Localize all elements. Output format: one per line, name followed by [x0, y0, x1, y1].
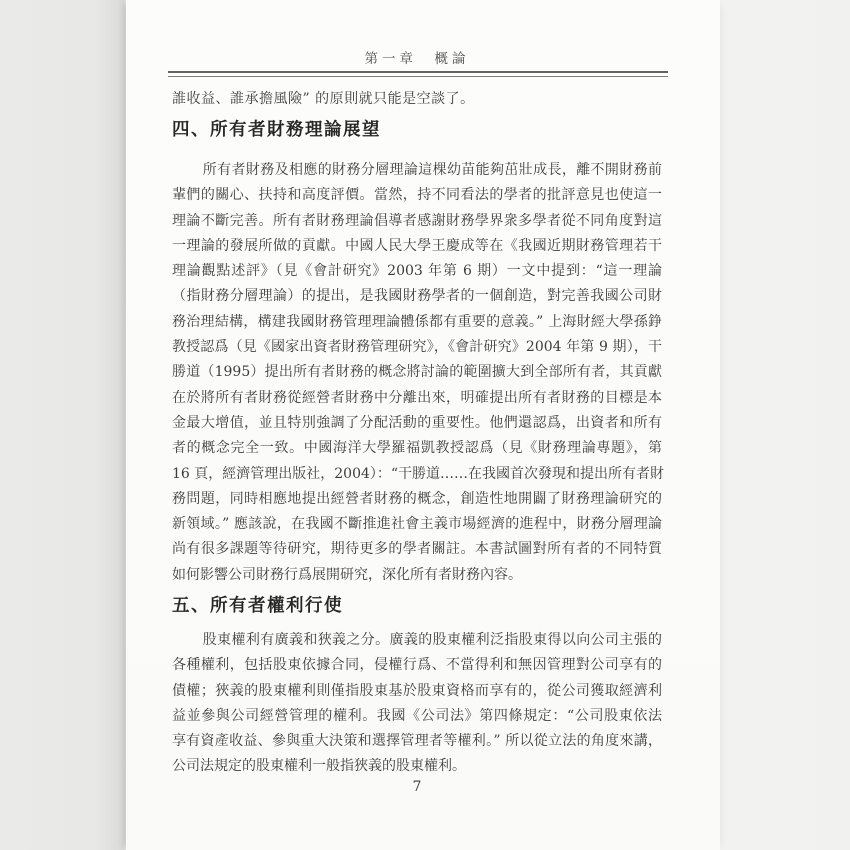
- text-line: 公司法規定的股東權利一般指狹義的股東權利。: [172, 758, 466, 775]
- text-line: 各種權利，包括股東依據合同，侵權行爲、不當得利和無因管理對公司享有的: [172, 657, 662, 674]
- header-divider-rule: [168, 71, 668, 77]
- running-header: 第一章 概論: [364, 51, 470, 67]
- text-line: 股東權利有廣義和狹義之分。廣義的股東權利泛指股東得以向公司主張的: [202, 632, 662, 648]
- text-line: 教授認爲（見《國家出資者財務管理研究》，《會計研究》2004 年第 9 期），干: [172, 339, 662, 356]
- paragraph-continuation: 誰收益、誰承擔風險” 的原則就只能是空談了。: [172, 91, 475, 107]
- text-line: 金最大增值，並且特別強調了分配活動的重要性。他們還認爲，出資者和所有: [172, 414, 662, 431]
- text-line: 務問題，同時相應地提出經營者財務的概念，創造性地開闢了財務理論研究的: [172, 490, 662, 507]
- section-five-paragraph: [172, 628, 662, 780]
- text-line: 享有資產收益、參與重大決策和選擇管理者等權利。” 所以從立法的角度來講，: [172, 733, 662, 750]
- section-four-paragraph: [172, 158, 665, 588]
- text-line: 一理論的發展所做的貢獻。中國人民大學王慶成等在《我國近期財務管理若干: [172, 237, 662, 254]
- text-line: 理論不斷完善。所有者財務理論倡導者感謝財務學界衆多學者從不同角度對這: [172, 212, 662, 229]
- book-page: [126, 0, 720, 850]
- text-line: 在於將所有者財務從經營者財務中分離出來，明確提出所有者財務的目標是本: [172, 389, 662, 406]
- text-line: 者的概念完全一致。中國海洋大學羅福凱教授認爲（見《財務理論專題》，第: [172, 440, 662, 457]
- text-line: 所有者財務及相應的財務分層理論這棵幼苗能夠茁壯成長，離不開財務前: [202, 162, 662, 178]
- page-number: 7: [412, 779, 422, 795]
- text-line: （指財務分層理論）的提出，是我國財務學者的一個創造，對完善我國公司財: [172, 288, 662, 305]
- text-line: 理論觀點述評》（見《會計研究》2003 年第 6 期）一文中提到：“這一理論: [172, 263, 662, 280]
- text-line: 新領域。” 應該說，在我國不斷推進社會主義市場經濟的進程中，財務分層理論: [172, 516, 662, 533]
- text-line: 益並參與公司經營管理的權利。我國《公司法》第四條規定：“公司股東依法: [172, 707, 662, 724]
- text-line: 尚有很多課題等待研究，期待更多的學者關註。本書試圖對所有者的不同特質: [172, 541, 662, 558]
- page-content: [172, 0, 665, 850]
- text-line: 勝道（1995）提出所有者財務的概念將討論的範圍擴大到全部所有者，其貢獻: [172, 364, 662, 381]
- section-heading-four: 四、所有者財務理論展望: [172, 120, 381, 140]
- text-line: 16 頁，經濟管理出版社，2004）：“干勝道……在我國首次發現和提出所有者財: [172, 465, 665, 482]
- text-line: 務治理結構，構建我國財務管理理論體係都有重要的意義。” 上海財經大學孫錚: [172, 313, 662, 330]
- text-line: 輩們的關心、扶持和高度評價。當然，持不同看法的學者的批評意見也使這一: [172, 187, 662, 204]
- text-line: 債權；狹義的股東權利則僅指股東基於股東資格而享有的，從公司獲取經濟利: [172, 682, 662, 699]
- text-line: 如何影響公司財務行爲展開研究，深化所有者財務內容。: [172, 566, 522, 583]
- section-heading-five: 五、所有者權利行使: [172, 596, 343, 616]
